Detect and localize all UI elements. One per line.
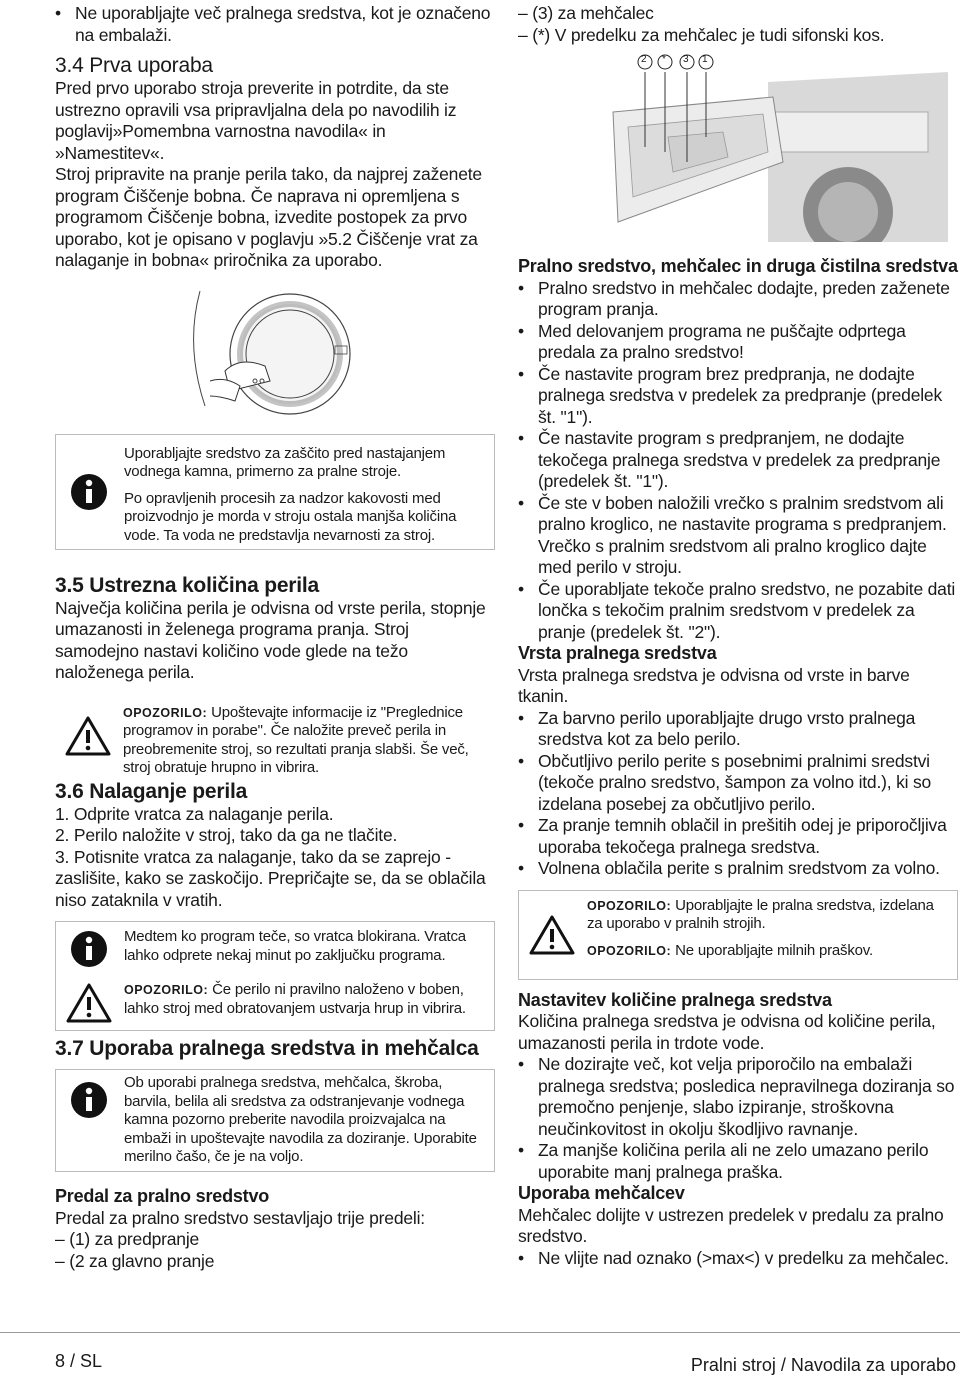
drawer-illustration bbox=[518, 52, 958, 242]
document-title: Pralni stroj / Navodila za uporabo bbox=[690, 1355, 956, 1375]
warning-icon bbox=[519, 891, 585, 979]
list-item: • Za manjše količina perila ali ne zelo umazano perilo uporabite manj pralnega praška. bbox=[518, 1140, 958, 1183]
info-icon bbox=[56, 435, 122, 549]
list-item: • Ne uporabljajte več pralnega sredstva, kot je označeno na embalaži. bbox=[55, 3, 495, 46]
top-bullet-list bbox=[55, 3, 495, 46]
list-item: – (2 za glavno pranje bbox=[55, 1250, 215, 1271]
warning-text: Če perilo ni pravilno naloženo v boben, lahko stroj med obratovanjem ustvarja hrup in vibrira. bbox=[124, 981, 466, 1017]
note-text: Uporabljajte sredstvo za zaščito pred nastajanjem vodnega kamna, primerno za pralne stroje. bbox=[124, 444, 446, 480]
right-column bbox=[518, 0, 958, 1269]
info-note-1 bbox=[55, 434, 495, 550]
left-column bbox=[55, 0, 495, 1272]
list-item: • Občutljivo perilo perite s posebnimi pralnimi sredstvi (tekoče pralno sredstvo, šampon za volno itd.), ki so izdelana posebej za občutljivo perilo. bbox=[518, 751, 958, 816]
info-icon bbox=[56, 922, 122, 976]
list-item: • Volnena oblačila perite s pralnim sredstvom za volno. bbox=[518, 858, 958, 880]
note-text: Medtem ko program teče, so vratca blokirana. Vratca lahko odprete nekaj minut po zaključku programa. bbox=[124, 928, 466, 964]
note-text: Po opravljenih procesih za nadzor kakovosti med proizvodnjo je morda v stroju ostala manjša količina vode. Ta voda ne predstavlja nevarnosti za stroj. bbox=[124, 489, 457, 544]
list-item: • Ne vlijte nad oznako (>max<) v predelku za mehčalec. bbox=[518, 1248, 958, 1270]
bullet-list bbox=[518, 1054, 958, 1183]
warning-text: Ne uporabljajte milnih praškov. bbox=[671, 941, 873, 959]
section-title-3-4: 3.4 Prva uporaba bbox=[55, 54, 213, 77]
info-note-3 bbox=[55, 1069, 495, 1172]
list-item: • Če nastavite program s predpranjem, ne dodajte tekočega pralnega sredstva v predelek za predpranje (predelek št. "1"). bbox=[518, 428, 958, 493]
diagram-label: * bbox=[662, 54, 666, 65]
diagram-label: 3 bbox=[683, 54, 689, 65]
info-icon bbox=[56, 1070, 122, 1171]
paragraph: Največja količina perila je odvisna od vrste perila, stopnje umazanosti in želenega programa pranja. Stroj samodejno nastavi količino vode glede na težo naloženega perila. bbox=[55, 597, 486, 682]
section-title-3-7: 3.7 Uporaba pralnega sredstva in mehčalca bbox=[55, 1037, 479, 1060]
warning-note-3 bbox=[518, 890, 958, 980]
subsection-title-predal: Predal za pralno sredstvo bbox=[55, 1186, 270, 1206]
subsection-title-pralno: Pralno sredstvo, mehčalec in druga čistilna sredstva bbox=[518, 256, 958, 276]
list-item: – (*) V predelku za mehčalec je tudi sifonski kos. bbox=[518, 24, 885, 45]
warning-text: Uporabljajte le pralna sredstva, izdelana za uporabo v pralnih strojih. bbox=[587, 896, 934, 932]
paragraph: Vrsta pralnega sredstva je odvisna od vrste in barve tkanin. bbox=[518, 664, 910, 706]
list-item: 1. Odprite vratca za nalaganje perila. bbox=[55, 803, 334, 824]
warning-icon bbox=[55, 696, 121, 776]
warning-label: OPOZORILO: bbox=[587, 943, 672, 958]
paragraph: Mehčalec dolijte v ustrezen predelek v predalu za pralno sredstvo. bbox=[518, 1204, 944, 1246]
list-item: – (1) za predpranje bbox=[55, 1229, 200, 1249]
paragraph: Količina pralnega sredstva je odvisna od količine perila, umazanosti perila in trdote vode. bbox=[518, 1011, 936, 1053]
list-item: • Ne dozirajte več, kot velja priporočilo na embalaži pralnega sredstva; posledica nepravilnega doziranja so premočno penjenje, slabo izpiranje, stroškovna neučinkovitost in okolju škodljivo ravnanje. bbox=[518, 1054, 958, 1140]
warning-note-1 bbox=[55, 696, 495, 776]
warning-text: Upoštevajte informacije iz "Preglednice programov in porabe". Če naložite preveč perila in preobremenite stroj, so rezultati pranja slabši. Še več, stroj obratuje hrupno in vibrira. bbox=[123, 703, 469, 776]
list-item: • Pralno sredstvo in mehčalec dodajte, preden zaženete program pranja. bbox=[518, 278, 958, 321]
list-item: • Za barvno perilo uporabljajte drugo vrsto pralnega sredstva kot za belo perilo. bbox=[518, 708, 958, 751]
list-item: – (3) za mehčalec bbox=[518, 3, 654, 23]
steps-list bbox=[55, 804, 495, 912]
list-item: 2. Perilo naložite v stroj, tako da ga ne tlačite. bbox=[55, 825, 398, 845]
door-cleaning-illustration bbox=[180, 286, 380, 416]
subsection-title-mehcalec: Uporaba mehčalcev bbox=[518, 1183, 685, 1203]
paragraph: Stroj pripravite na pranje perila tako, da najprej zaženete program Čiščenje bobna. Če naprava ni opremljena s programom Čiščenje bobna, izvedite postopek za prvo uporabo, kot je opisano v poglavju »5.2 Čiščenje vrat za nalaganje in bobna« priročnika za uporabo. bbox=[55, 164, 482, 270]
bullet-list bbox=[518, 708, 958, 880]
paragraph: Pred prvo uporabo stroja preverite in potrdite, da ste ustrezno opravili vsa pripravljalna dela po navodilih iz poglavij»Pomembna varnostna navodila« in »Namestitev«. bbox=[55, 78, 457, 163]
list-item: • Za pranje temnih oblačil in prešitih odej je priporočljiva uporaba tekočega pralnega sredstva. bbox=[518, 815, 958, 858]
list-item: 3. Potisnite vratca za nalaganje, tako da se zaprejo - zaslišite, kako se zaskočijo. Prepričajte se, da se oblačila niso zataknila v vratih. bbox=[55, 846, 486, 910]
subsection-title-nastavitev: Nastavitev količine pralnega sredstva bbox=[518, 989, 832, 1010]
list-item: • Med delovanjem programa ne puščajte odprtega predala za pralno sredstvo! bbox=[518, 321, 958, 364]
info-note-2 bbox=[55, 921, 495, 1031]
page-number: 8 / SL bbox=[55, 1351, 103, 1371]
detergent-drawer-diagram bbox=[518, 52, 958, 242]
section-title-3-6: 3.6 Nalaganje perila bbox=[55, 779, 248, 803]
paragraph: Predal za pralno sredstvo sestavljajo trije predeli: bbox=[55, 1207, 425, 1228]
bullet-list bbox=[518, 1248, 958, 1270]
page-footer bbox=[0, 1332, 960, 1388]
section-title-3-5: 3.5 Ustrezna količina perila bbox=[55, 573, 320, 597]
warning-label: OPOZORILO: bbox=[123, 705, 208, 720]
list-item: • Če ste v boben naložili vrečko s pralnim sredstvom ali pralno kroglico, ne nastavite programa s predpranjem. Vrečko s pralnim sredstvom ali pralno kroglico dajte med perilo v stroju. bbox=[518, 493, 958, 579]
warning-label: OPOZORILO: bbox=[587, 898, 672, 913]
list-item: • Če uporabljate tekoče pralno sredstvo, ne pozabite dati lončka s tekočim pralnim sredstvom v predelek za pranje (predelek št. "2"). bbox=[518, 579, 958, 644]
bullet-list bbox=[518, 278, 958, 644]
subsection-title-vrsta: Vrsta pralnega sredstva bbox=[518, 643, 717, 663]
warning-label: OPOZORILO: bbox=[124, 983, 209, 997]
list-item: • Če nastavite program brez predpranja, ne dodajte pralnega sredstva v predelek za predpranje (predelek št. "1"). bbox=[518, 364, 958, 429]
diagram-label: 1 bbox=[702, 54, 708, 65]
diagram-label: 2 bbox=[641, 54, 647, 65]
warning-icon bbox=[56, 976, 122, 1030]
note-text: Ob uporabi pralnega sredstva, mehčalca, škroba, barvila, belila ali sredstva za odstranjevanje vodnega kamna pozorno preberite navodila proizvajalca na embaži in upoštevajte navodila za doziranje. Uporabite merilno čašo, če je na voljo. bbox=[124, 1074, 477, 1165]
